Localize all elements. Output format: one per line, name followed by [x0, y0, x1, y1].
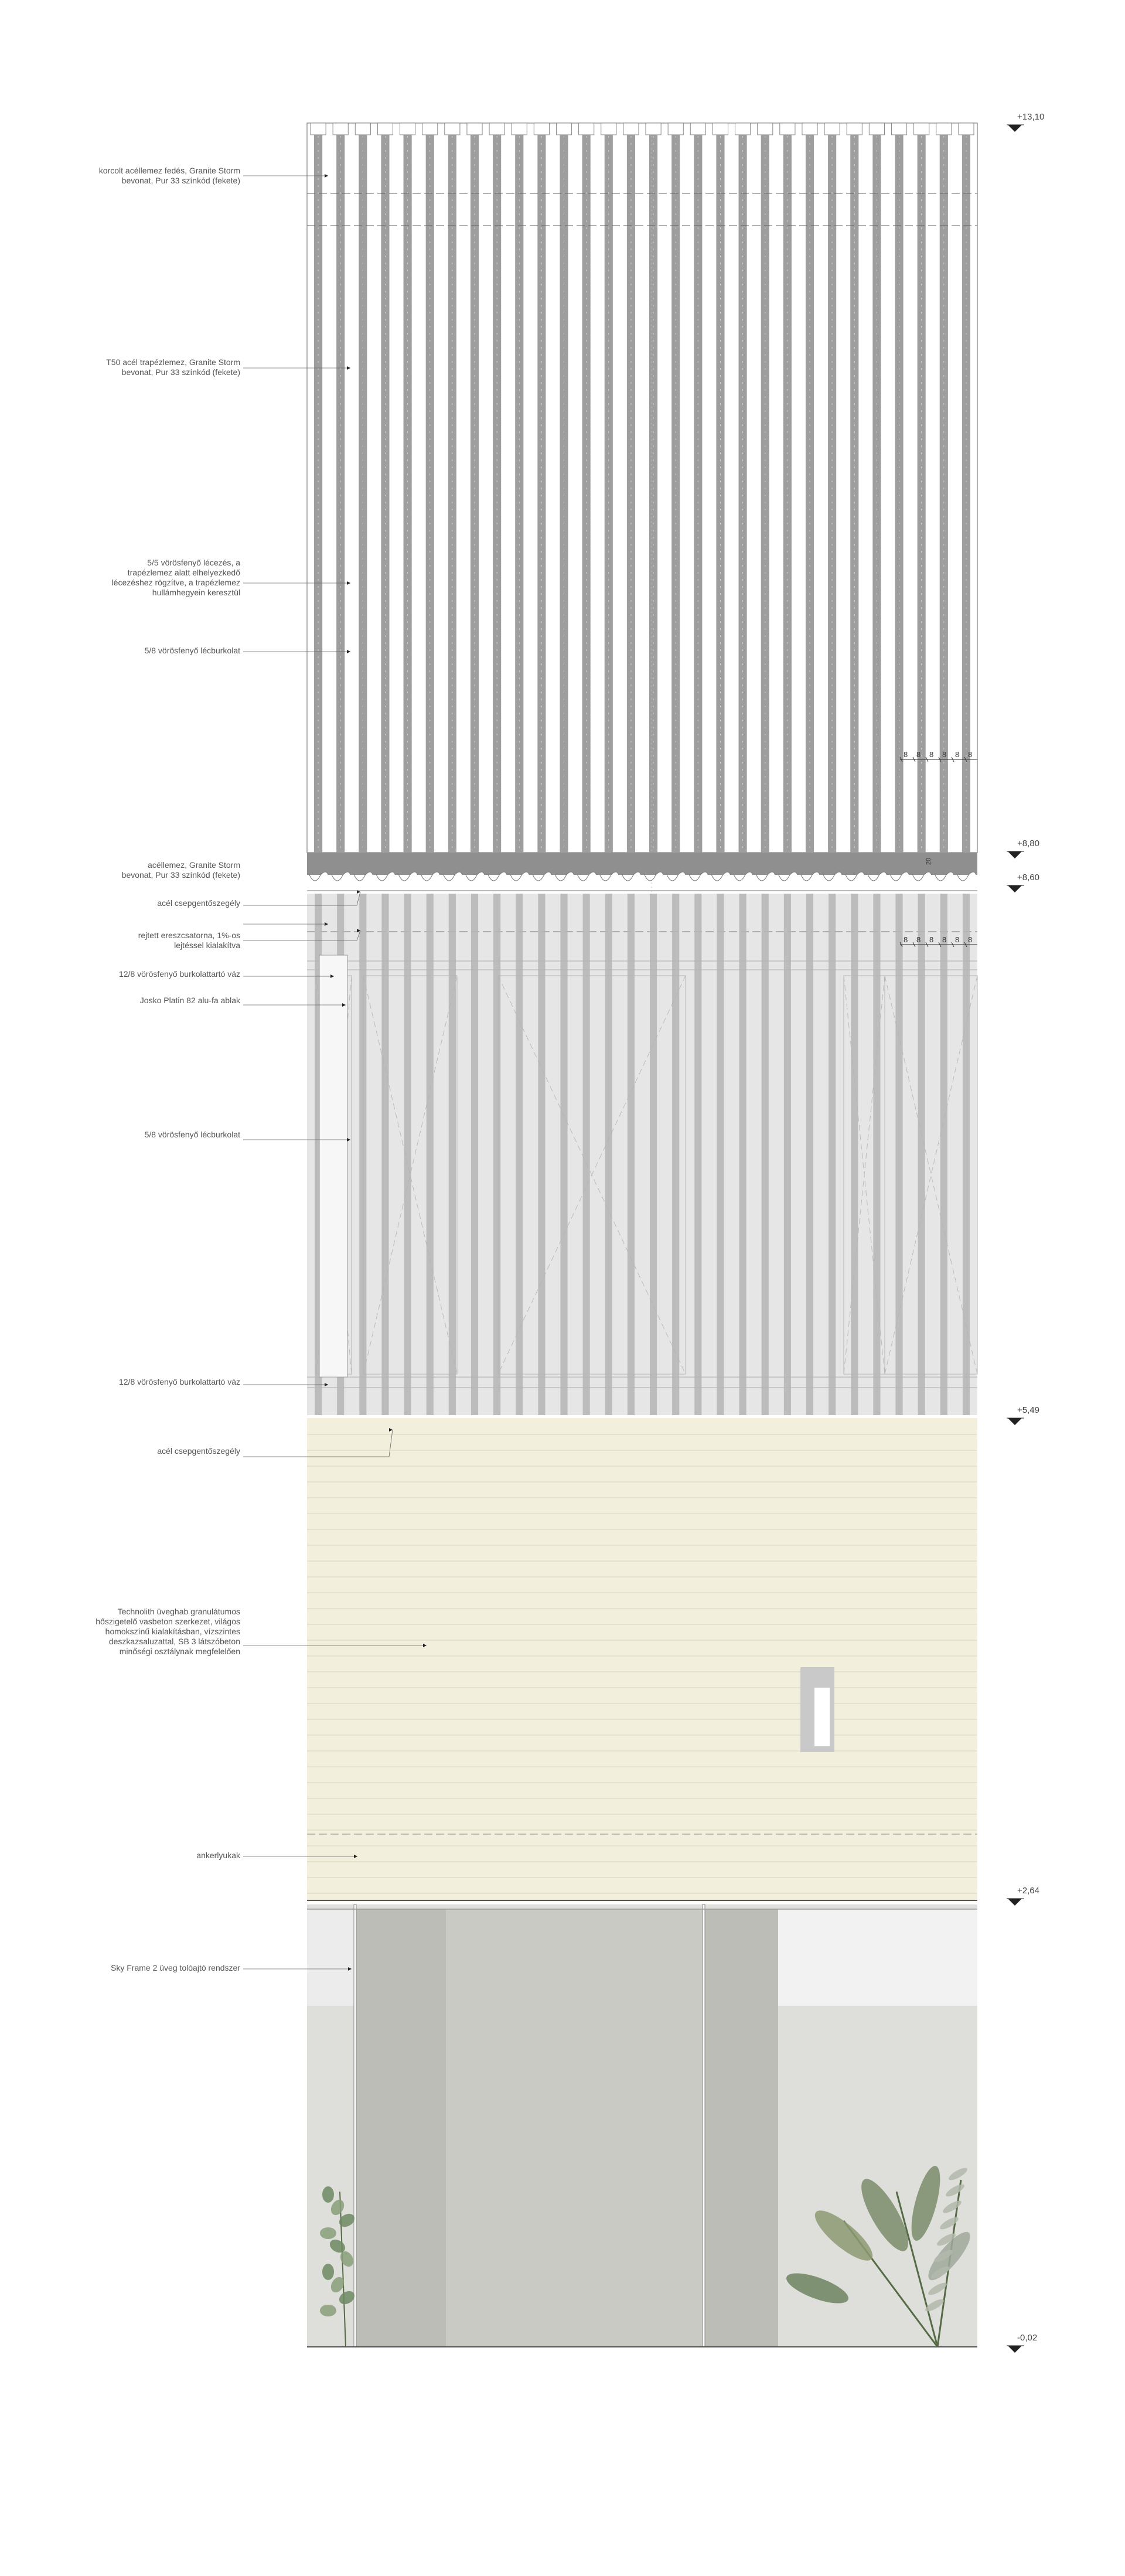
- cladding-slat: [471, 894, 478, 1415]
- glass-panel-dark: [704, 1909, 778, 2347]
- annotation-cladding-5-8-lower: [145, 1130, 240, 1140]
- dimension-label: 8: [968, 750, 973, 759]
- rib-cap: [690, 123, 705, 135]
- level-label: +8,80: [1017, 839, 1039, 849]
- cladding-slat: [717, 894, 724, 1415]
- cladding-slat: [538, 894, 545, 1415]
- cladding-slat: [516, 894, 523, 1415]
- annotation-line: acél csepgentőszegély: [157, 1446, 240, 1456]
- cladding-slat: [628, 894, 635, 1415]
- cladding-slat: [829, 894, 836, 1415]
- rib-cap: [712, 123, 728, 135]
- cladding-slat: [605, 894, 612, 1415]
- plant-leaf: [320, 2305, 336, 2316]
- annotation-battens-5-5: [112, 558, 240, 598]
- plant-leaf: [322, 2186, 334, 2203]
- glass-panel: [446, 1909, 704, 2347]
- annotation-line: acél csepgentőszegély: [157, 898, 240, 908]
- wall-opening-inner: [814, 1688, 830, 1746]
- rib-cap: [489, 123, 504, 135]
- cladding-slat: [963, 894, 973, 1415]
- annotation-steel-sheet: [122, 860, 240, 880]
- rib-cap: [556, 123, 571, 135]
- dimension-label: 8: [942, 935, 947, 944]
- glazing-mullion: [354, 1904, 356, 2347]
- glazing-mullion: [703, 1904, 705, 2347]
- rib-cap: [467, 123, 482, 135]
- cladding-slat: [672, 894, 679, 1415]
- rib-cap: [445, 123, 460, 135]
- rib-cap: [646, 123, 661, 135]
- rib-cap: [422, 123, 438, 135]
- annotation-window: [140, 996, 240, 1006]
- annotation-frame-12-8-lower: [119, 1377, 240, 1387]
- cladding-slat: [918, 894, 925, 1415]
- annotation-line: lécezéshez rögzítve, a trapézlemez: [111, 578, 240, 587]
- rib-cap: [824, 123, 840, 135]
- dimension-label: 8: [955, 750, 960, 759]
- rib-cap: [601, 123, 616, 135]
- rib-cap: [758, 123, 773, 135]
- cladding-slat: [940, 894, 947, 1415]
- dimension-label: 20: [925, 857, 932, 865]
- cladding-slat: [404, 894, 411, 1415]
- annotation-line: bevonat, Pur 33 színkód (fekete): [121, 870, 240, 880]
- rib-cap: [534, 123, 549, 135]
- annotation-anchor-holes: [196, 1851, 240, 1861]
- cladding-slat: [560, 894, 567, 1415]
- rib-cap: [959, 123, 974, 135]
- rib-cap: [847, 123, 862, 135]
- rib-cap: [802, 123, 817, 135]
- plant-leaf: [320, 2227, 336, 2239]
- cladding-slat: [873, 894, 880, 1415]
- rib-cap: [512, 123, 527, 135]
- rib-cap: [914, 123, 929, 135]
- dimension-label: 8: [904, 750, 908, 759]
- dimension-label: 8: [904, 935, 908, 944]
- rib-cap: [735, 123, 751, 135]
- cladding-slat: [895, 894, 902, 1415]
- rib-cap: [355, 123, 370, 135]
- steel-sheet-band: [307, 853, 977, 875]
- cladding-slat: [694, 894, 701, 1415]
- cladding-slat: [493, 894, 500, 1415]
- cladding-slat: [381, 894, 388, 1415]
- rib-cap: [936, 123, 952, 135]
- annotation-line: 5/5 vörösfenyő lécezés, a: [147, 558, 240, 567]
- annotation-line: hullámhegyein keresztül: [152, 588, 240, 597]
- window-jamb: [319, 955, 347, 1377]
- annotation-line: Sky Frame 2 üveg tolóajtó rendszer: [111, 1963, 240, 1972]
- cladding-slat: [650, 894, 657, 1415]
- rib-cap: [668, 123, 683, 135]
- annotation-glazing: [111, 1963, 240, 1973]
- annotation-line: 5/8 vörösfenyő lécburkolat: [144, 1130, 240, 1139]
- annotation-line: bevonat, Pur 33 színkód (fekete): [121, 367, 240, 377]
- annotation-line: minőségi osztálynak megfelelően: [119, 1647, 240, 1656]
- annotation-line: bevonat, Pur 33 színkód (fekete): [121, 176, 240, 185]
- level-label: +5,49: [1017, 1405, 1039, 1415]
- cladding-slat: [762, 894, 769, 1415]
- dimension-label: 8: [968, 935, 973, 944]
- annotation-line: 5/8 vörösfenyő lécburkolat: [144, 646, 240, 655]
- rib-cap: [400, 123, 415, 135]
- cladding-slat: [806, 894, 813, 1415]
- annotation-frame-12-8-upper: [119, 969, 240, 979]
- annotation-line: Technolith üveghab granulátumos: [117, 1607, 240, 1616]
- cladding-slat: [449, 894, 456, 1415]
- annotation-line: lejtéssel kialakítva: [174, 941, 240, 950]
- cladding-slat: [739, 894, 746, 1415]
- rib-cap: [780, 123, 795, 135]
- annotation-line: hőszigetelő vasbeton szerkezet, világos: [96, 1617, 240, 1626]
- level-label: +2,64: [1017, 1886, 1039, 1896]
- dimension-label: 8: [916, 750, 921, 759]
- cladding-slat: [359, 894, 366, 1415]
- annotation-line: deszkazsaluzattal, SB 3 látszóbeton: [108, 1637, 240, 1646]
- level-label: -0,02: [1017, 2333, 1038, 2343]
- dimension-label: 8: [929, 750, 934, 759]
- annotation-concrete: [96, 1607, 240, 1657]
- annotation-line: T50 acél trapézlemez, Granite Storm: [106, 357, 240, 367]
- glass-panel-dark: [355, 1909, 446, 2347]
- annotation-line: rejtett ereszcsatorna, 1%-os: [138, 931, 240, 940]
- annotation-line: 12/8 vörösfenyő burkolattartó váz: [118, 969, 240, 979]
- rib-cap: [891, 123, 906, 135]
- annotation-corrugated-cladding: [99, 166, 240, 186]
- annotation-line: trapézlemez alatt elhelyezkedő: [127, 568, 240, 577]
- rib-cap: [311, 123, 326, 135]
- annotation-line: acéllemez, Granite Storm: [148, 860, 240, 870]
- annotation-line: homokszínű kialakításban, vízszintes: [105, 1627, 240, 1636]
- annotation-t50-trapezoidal: [106, 357, 240, 377]
- annotation-line: 12/8 vörösfenyő burkolattartó váz: [118, 1377, 240, 1386]
- rib-cap: [623, 123, 639, 135]
- annotation-line: korcolt acéllemez fedés, Granite Storm: [98, 166, 240, 175]
- annotation-cladding-5-8-upper: [145, 646, 240, 656]
- rib-cap: [333, 123, 348, 135]
- cladding-slat: [851, 894, 858, 1415]
- dimension-label: 8: [942, 750, 947, 759]
- concrete-wall: [307, 1418, 977, 1902]
- annotation-line: ankerlyukak: [196, 1851, 240, 1860]
- cladding-slat: [427, 894, 434, 1415]
- sky-reflection: [307, 1909, 354, 2006]
- level-label: +8,60: [1017, 873, 1039, 882]
- rib-cap: [579, 123, 594, 135]
- cladding-slat: [784, 894, 791, 1415]
- rib-cap: [869, 123, 884, 135]
- annotation-drip-edge-lower: [157, 1446, 240, 1456]
- plant-leaf: [322, 2264, 334, 2280]
- dimension-label: 8: [955, 935, 960, 944]
- rib-cap: [377, 123, 393, 135]
- dimension-label: 8: [929, 935, 934, 944]
- annotation-hidden-gutter: [138, 931, 240, 950]
- annotation-line: Josko Platin 82 alu-fa ablak: [139, 996, 240, 1005]
- dimension-label: 8: [916, 935, 921, 944]
- annotation-drip-edge-upper: [157, 898, 240, 908]
- cladding-slat: [583, 894, 590, 1415]
- sky-reflection: [778, 1909, 977, 2006]
- level-label: +13,10: [1017, 112, 1045, 122]
